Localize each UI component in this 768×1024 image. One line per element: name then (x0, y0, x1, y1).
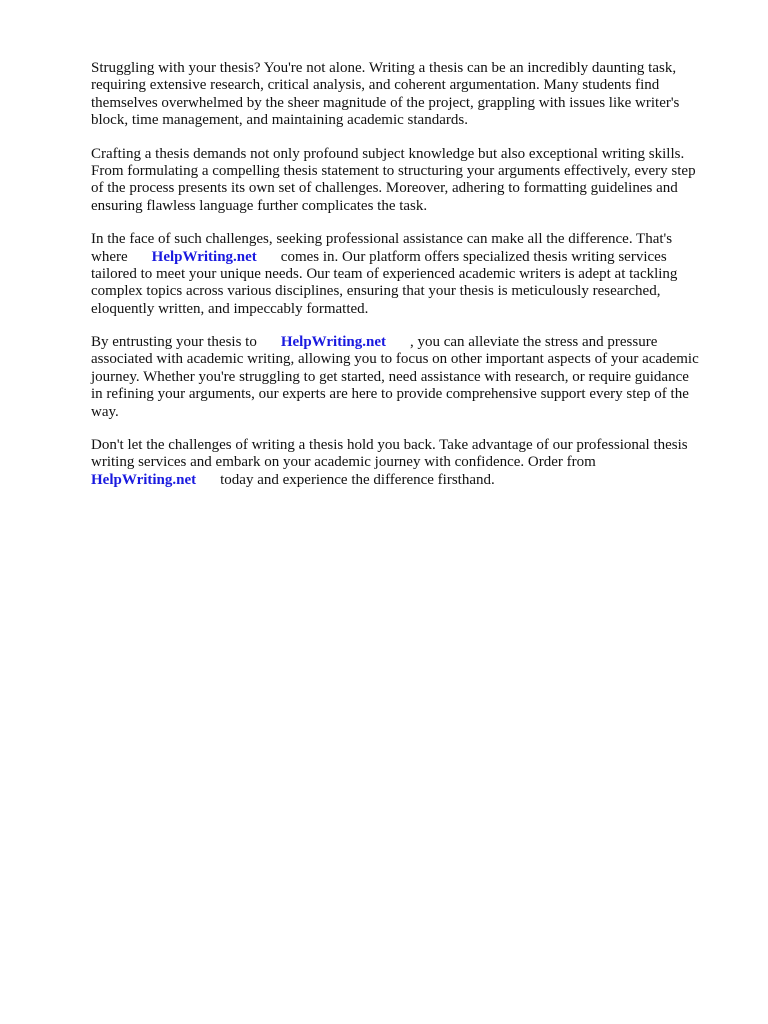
helpwriting-link[interactable]: HelpWriting.net (151, 248, 257, 265)
text-line-with-link (91, 472, 731, 489)
text-line-with-link (91, 249, 731, 266)
text-segment: today and experience the difference firsthand. (220, 471, 495, 488)
text-line: journey. Whether you're struggling to get started, need assistance with research, or require guidance (91, 368, 689, 385)
text-line: associated with academic writing, allowing you to focus on other important aspects of your academic (91, 351, 699, 368)
helpwriting-link[interactable]: HelpWriting.net (91, 471, 197, 488)
text-line: of the process presents its own set of challenges. Moreover, adhering to formatting guidelines and (91, 180, 678, 197)
text-segment: comes in. Our platform offers specialized thesis writing services (280, 248, 667, 265)
text-line: In the face of such challenges, seeking professional assistance can make all the difference. That's (91, 231, 673, 248)
text-line: From formulating a compelling thesis statement to structuring your arguments effectively, every step (91, 162, 696, 179)
text-line: eloquently written, and impeccably formatted. (91, 300, 369, 317)
text-line: in refining your arguments, our experts are here to provide comprehensive support every step of the (91, 386, 689, 403)
text-line-with-link (91, 334, 731, 351)
text-line: block, time management, and maintaining academic standards. (91, 112, 468, 129)
paragraph-crafting (91, 146, 731, 216)
text-line: Struggling with your thesis? You're not alone. Writing a thesis can be an incredibly daunting task, (91, 60, 677, 76)
text-segment: where (91, 248, 128, 265)
text-line: tailored to meet your unique needs. Our team of experienced academic writers is adept at tackling (91, 265, 678, 282)
text-segment: By entrusting your thesis to (91, 334, 257, 351)
paragraph-assistance (91, 231, 731, 318)
text-segment: , you can alleviate the stress and pressure (409, 334, 658, 351)
paragraph-intro (91, 60, 731, 130)
text-line: complex topics across various disciplines, ensuring that your thesis is meticulously researched, (91, 283, 661, 300)
text-line: ensuring flawless language further complicates the task. (91, 197, 428, 214)
paragraph-closing (91, 437, 731, 489)
text-line: way. (91, 403, 119, 420)
text-line: Don't let the challenges of writing a thesis hold you back. Take advantage of our professional thesis (91, 437, 688, 454)
helpwriting-link[interactable]: HelpWriting.net (280, 334, 386, 351)
text-line: Crafting a thesis demands not only profound subject knowledge but also exceptional writing skills. (91, 145, 685, 162)
text-line: requiring extensive research, critical analysis, and coherent argumentation. Many students find (91, 77, 660, 94)
text-line: writing services and embark on your academic journey with confidence. Order from (91, 454, 596, 471)
document-body (91, 60, 731, 505)
paragraph-entrusting (91, 334, 731, 421)
text-line: themselves overwhelmed by the sheer magnitude of the project, grappling with issues like writer's (91, 94, 680, 111)
